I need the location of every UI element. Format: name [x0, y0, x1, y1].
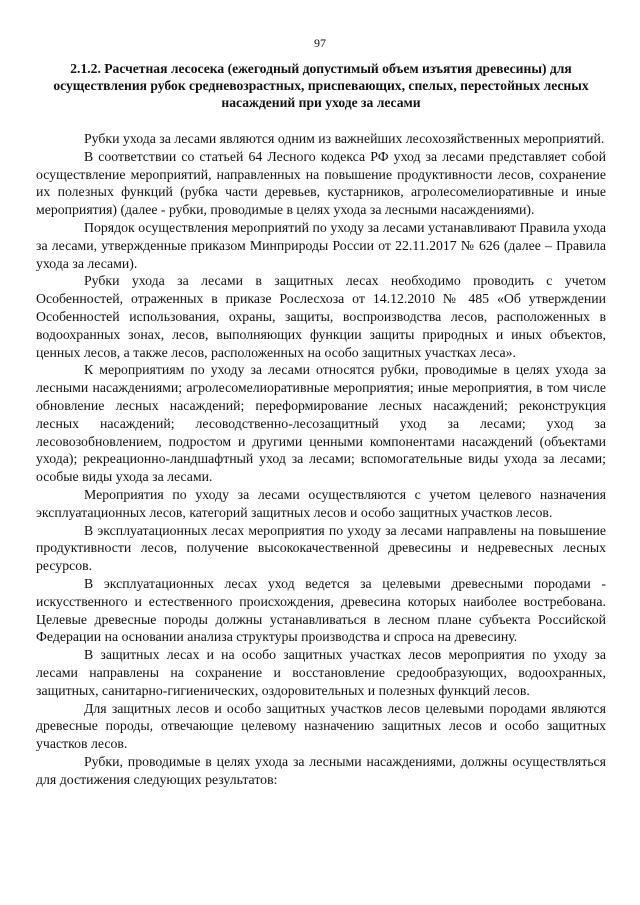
paragraph: В защитных лесах и на особо защитных участках лесов мероприятия по уходу за лесами направлены на сохранение и восстановление средообразующих, водоохранных, защитных, санитарно-гигиенических, оздоровительных и полезных функций лесов.: [36, 647, 606, 698]
paragraph: Рубки ухода за лесами в защитных лесах необходимо проводить с учетом Особенностей, отраженных в приказе Рослесхоза от 14.12.2010 № 485 «Об утверждении Особенностей использования, охраны, защиты, воспроизводства лесов, расположенных в водоохранных зонах, лесов, выполняющих функции защиты природных и иных объектов, ценных лесов, а также лесов, расположенных на особо защитных участках леса».: [36, 273, 606, 360]
document-body: [36, 130, 606, 788]
page-number: 97: [314, 36, 326, 50]
paragraph: Для защитных лесов и особо защитных участков лесов целевыми породами являются древесные породы, отвечающие целевому назначению защитных лесов и особо защитных участков лесов.: [36, 700, 606, 752]
paragraph: В соответствии со статьей 64 Лесного кодекса РФ уход за лесами представляет собой осуществление мероприятий, направленных на повышение продуктивности лесов, сохранение их полезных функций (рубка части деревьев, кустарников, агролесомелиоративные и иные мероприятия) (далее - рубки, проводимые в целях ухода за лесными насаждениями).: [36, 148, 606, 218]
paragraph: Рубки, проводимые в целях ухода за лесными насаждениями, должны осуществляться для достижения следующих результатов:: [36, 753, 606, 787]
paragraph: Рубки ухода за лесами являются одним из важнейших лесохозяйственных мероприятий.: [84, 131, 605, 146]
paragraph: В эксплуатационных лесах уход ведется за целевыми древесными породами - искусственного и естественного происхождения, древесина которых наиболее востребована. Целевые древесные породы должны устанавливаться в лесном плане субъекта Российской Федерации на основании анализа структуры производства и спроса на древесину.: [36, 575, 606, 645]
paragraph: В эксплуатационных лесах мероприятия по уходу за лесами направлены на повышение продуктивности лесов, получение высококачественной древесины и недревесных лесных ресурсов.: [36, 522, 606, 574]
section-heading: 2.1.2. Расчетная лесосека (ежегодный допустимый объем изъятия древесины) для осуществления рубок средневозрастных, приспевающих, спелых, перестойных лесных насаждений при уходе за лесами: [53, 61, 589, 110]
paragraph: К мероприятиям по уходу за лесами относятся рубки, проводимые в целях ухода за лесными насаждениями; агролесомелиоративные мероприятия; иные мероприятия, в том числе обновление лесных насаждений; переформирование лесных насаждений; реконструкция лесных насаждений; лесоводственно-лесозащитный уход за лесами; уход за лесовозобновлением, подростом и другими ценными компонентами насаждений (объектами ухода); рекреационно-ландшафтный уход за лесами; вспомогательные виды ухода за лесами; особые виды ухода за лесами.: [36, 362, 606, 485]
paragraph: Порядок осуществления мероприятий по уходу за лесами устанавливают Правила ухода за лесами, утвержденные приказом Минприроды России от 22.11.2017 № 626 (далее – Правила ухода за лесами).: [36, 219, 606, 271]
paragraph: Мероприятия по уходу за лесами осуществляются с учетом целевого назначения эксплуатационных лесов, категорий защитных лесов и особо защитных участков лесов.: [36, 486, 606, 520]
